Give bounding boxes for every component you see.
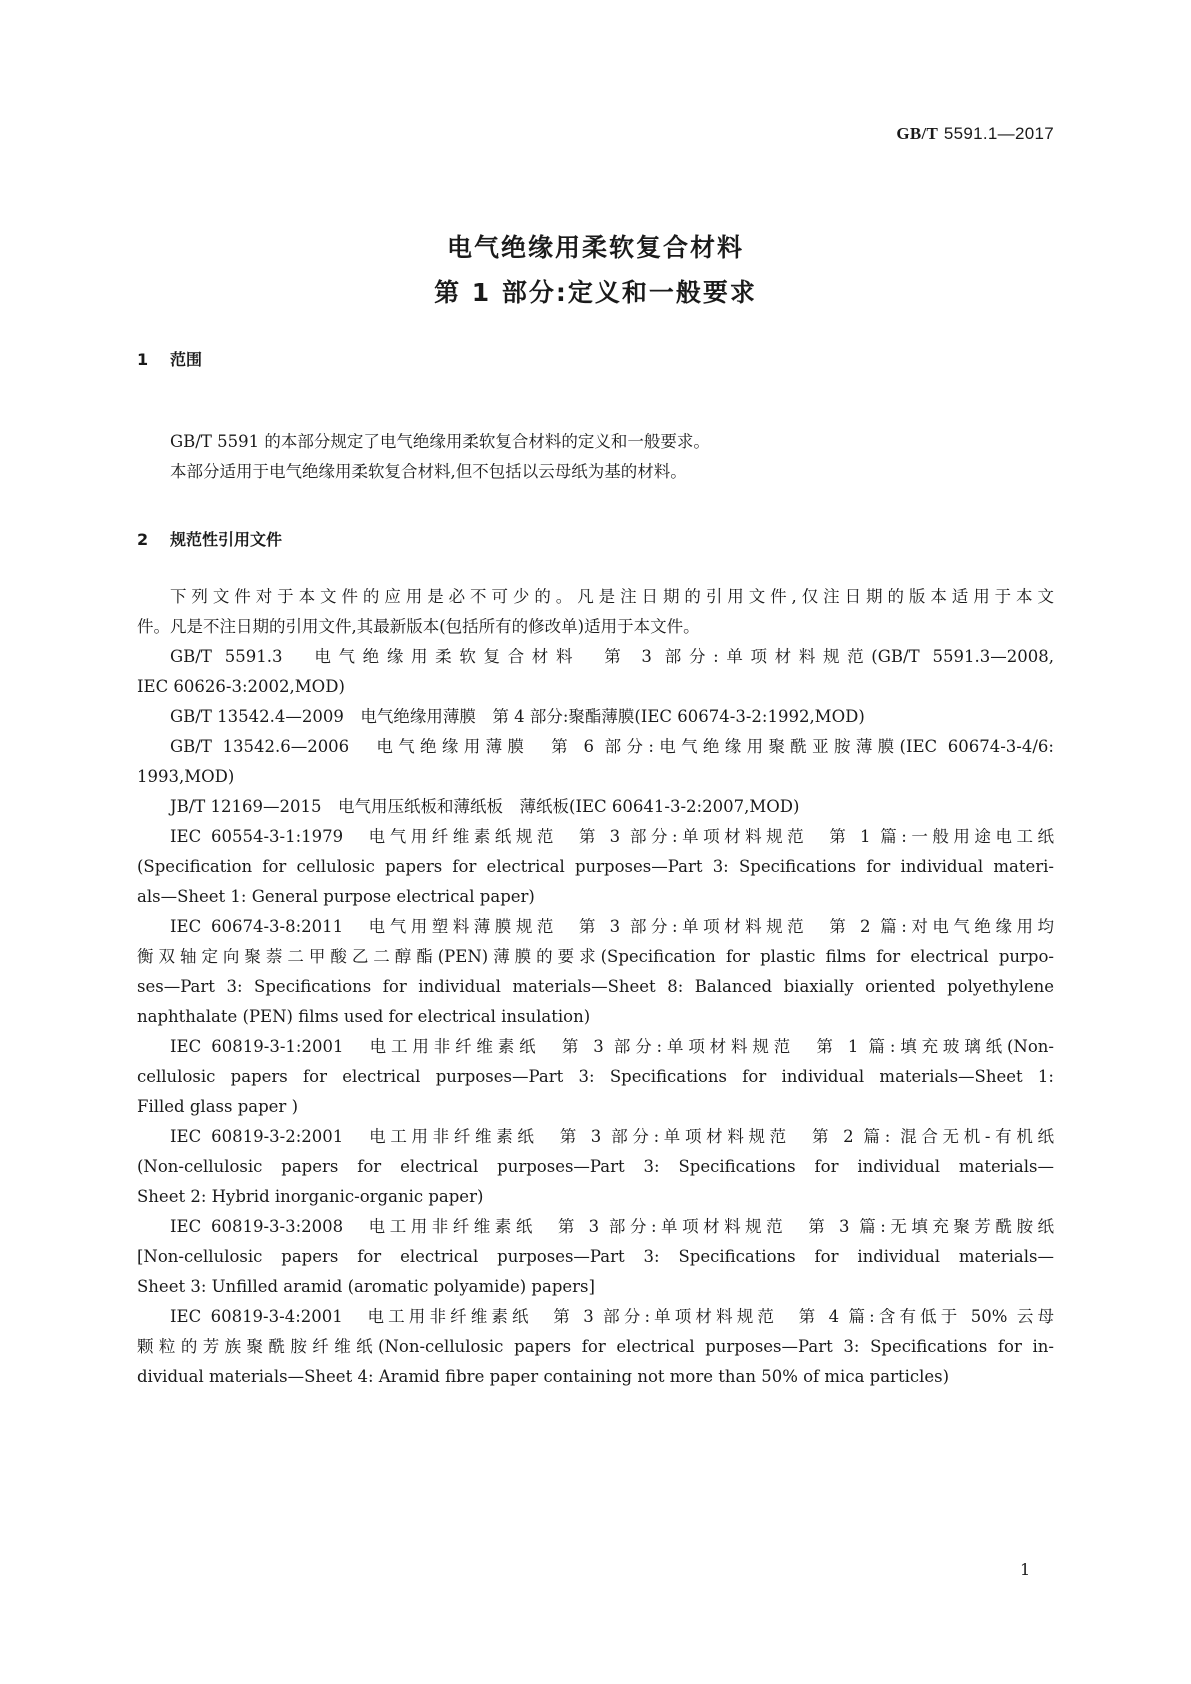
reference-line: GB/T 13542.4—2009 电气绝缘用薄膜 第 4 部分:聚酯薄膜(IEC 60674-3-2:1992,MOD) [170,707,865,726]
reference-line: [Non-cellulosic papers for electrical purposes—Part 3: Specifications for individual materials— [137,1247,1054,1266]
paragraph-line: 下列文件对于本文件的应用是必不可少的。凡是注日期的引用文件,仅注日期的版本适用于本文 [170,587,1054,606]
section-heading-scope [137,347,202,370]
reference-line: Filled glass paper ) [137,1097,299,1116]
standard-number: 5591.1—2017 [943,124,1054,143]
reference-line: (Non-cellulosic papers for electrical purposes—Part 3: Specifications for individual materials— [137,1157,1054,1176]
reference-line: IEC 60819-3-1:2001 电工用非纤维素纸 第 3 部分:单项材料规范 第 1 篇:填充玻璃纸(Non- [170,1037,1054,1056]
standard-code [896,124,1054,144]
section-title: 规范性引用文件 [170,530,283,549]
paragraph-line: GB/T 5591 的本部分规定了电气绝缘用柔软复合材料的定义和一般要求。 [170,432,710,451]
reference-line: IEC 60819-3-4:2001 电工用非纤维素纸 第 3 部分:单项材料规范 第 4 篇:含有低于 50% 云母 [170,1307,1054,1326]
paragraph-line: 本部分适用于电气绝缘用柔软复合材料,但不包括以云母纸为基的材料。 [170,462,687,481]
document-title: 电气绝缘用柔软复合材料 [446,233,744,262]
reference-line: 1993,MOD) [137,767,235,786]
standard-prefix: GB/T [896,124,939,143]
reference-line: als—Sheet 1: General purpose electrical paper) [137,887,535,906]
reference-line: (Specification for cellulosic papers for electrical purposes—Part 3: Specifications for individual materi- [137,857,1054,876]
reference-line: cellulosic papers for electrical purposes—Part 3: Specifications for individual materials—Sheet 1: [137,1067,1054,1086]
reference-line: 衡双轴定向聚萘二甲酸乙二醇酯(PEN)薄膜的要求(Specification for plastic films for electrical purpo- [137,947,1054,966]
reference-line: IEC 60626-3:2002,MOD) [137,677,345,696]
reference-line: GB/T 13542.6—2006 电气绝缘用薄膜 第 6 部分:电气绝缘用聚酰亚胺薄膜(IEC 60674-3-4/6: [170,737,1054,756]
reference-line: Sheet 3: Unfilled aramid (aromatic polyamide) papers] [137,1277,595,1296]
section-number: 1 [137,350,149,369]
section-title: 范围 [170,350,203,369]
reference-line: 颗粒的芳族聚酰胺纤维纸(Non-cellulosic papers for electrical purposes—Part 3: Specifications for in- [137,1337,1054,1356]
reference-line: Sheet 2: Hybrid inorganic-organic paper) [137,1187,484,1206]
document-subtitle: 第 1 部分:定义和一般要求 [434,278,757,307]
reference-line: ses—Part 3: Specifications for individual materials—Sheet 8: Balanced biaxially oriented polyethylene [137,977,1054,996]
reference-line: JB/T 12169—2015 电气用压纸板和薄纸板 薄纸板(IEC 60641-3-2:2007,MOD) [170,797,800,816]
section-number: 2 [137,530,149,549]
reference-line: IEC 60674-3-8:2011 电气用塑料薄膜规范 第 3 部分:单项材料规范 第 2 篇:对电气绝缘用均 [170,917,1054,936]
section-heading-normative-references [137,527,282,550]
paragraph-line: 件。凡是不注日期的引用文件,其最新版本(包括所有的修改单)适用于本文件。 [137,617,700,636]
reference-line: dividual materials—Sheet 4: Aramid fibre paper containing not more than 50% of mica particles) [137,1367,950,1386]
reference-line: IEC 60554-3-1:1979 电气用纤维素纸规范 第 3 部分:单项材料规范 第 1 篇:一般用途电工纸 [170,827,1054,846]
reference-line: GB/T 5591.3 电气绝缘用柔软复合材料 第 3 部分:单项材料规范(GB/T 5591.3—2008, [170,647,1054,666]
reference-line: naphthalate (PEN) films used for electrical insulation) [137,1007,591,1026]
reference-line: IEC 60819-3-3:2008 电工用非纤维素纸 第 3 部分:单项材料规范 第 3 篇:无填充聚芳酰胺纸 [170,1217,1054,1236]
reference-line: IEC 60819-3-2:2001 电工用非纤维素纸 第 3 部分:单项材料规范 第 2 篇: 混合无机-有机纸 [170,1127,1054,1146]
page-number: 1 [1020,1560,1031,1579]
